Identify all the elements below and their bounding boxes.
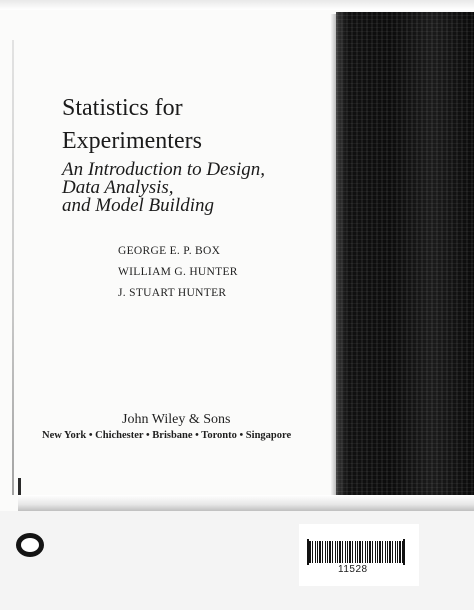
book-subtitle-line-3: and Model Building bbox=[62, 195, 214, 216]
book-title-line-1: Statistics for bbox=[62, 95, 183, 121]
bottom-page-edge bbox=[18, 495, 474, 511]
barcode-number: 11528 bbox=[338, 564, 368, 575]
left-page-edge bbox=[12, 40, 14, 495]
book-subtitle-line-1: An Introduction to Design, bbox=[62, 159, 265, 180]
publisher-cities: New York • Chichester • Brisbane • Toronto • Singapore bbox=[42, 430, 292, 441]
barcode-guard-left bbox=[307, 539, 309, 565]
author-3: J. STUART HUNTER bbox=[118, 287, 227, 299]
book-title-line-2: Experimenters bbox=[62, 128, 202, 154]
top-page-edge bbox=[0, 0, 474, 10]
barcode-guard-right bbox=[403, 539, 405, 565]
book-subtitle-line-2: Data Analysis, bbox=[62, 177, 174, 198]
author-2: WILLIAM G. HUNTER bbox=[118, 266, 238, 278]
barcode-icon bbox=[307, 541, 405, 563]
dark-scanned-spine bbox=[336, 12, 474, 512]
publisher-name: John Wiley & Sons bbox=[122, 412, 231, 427]
punch-hole-icon bbox=[16, 533, 44, 557]
author-1: GEORGE E. P. BOX bbox=[118, 245, 221, 257]
